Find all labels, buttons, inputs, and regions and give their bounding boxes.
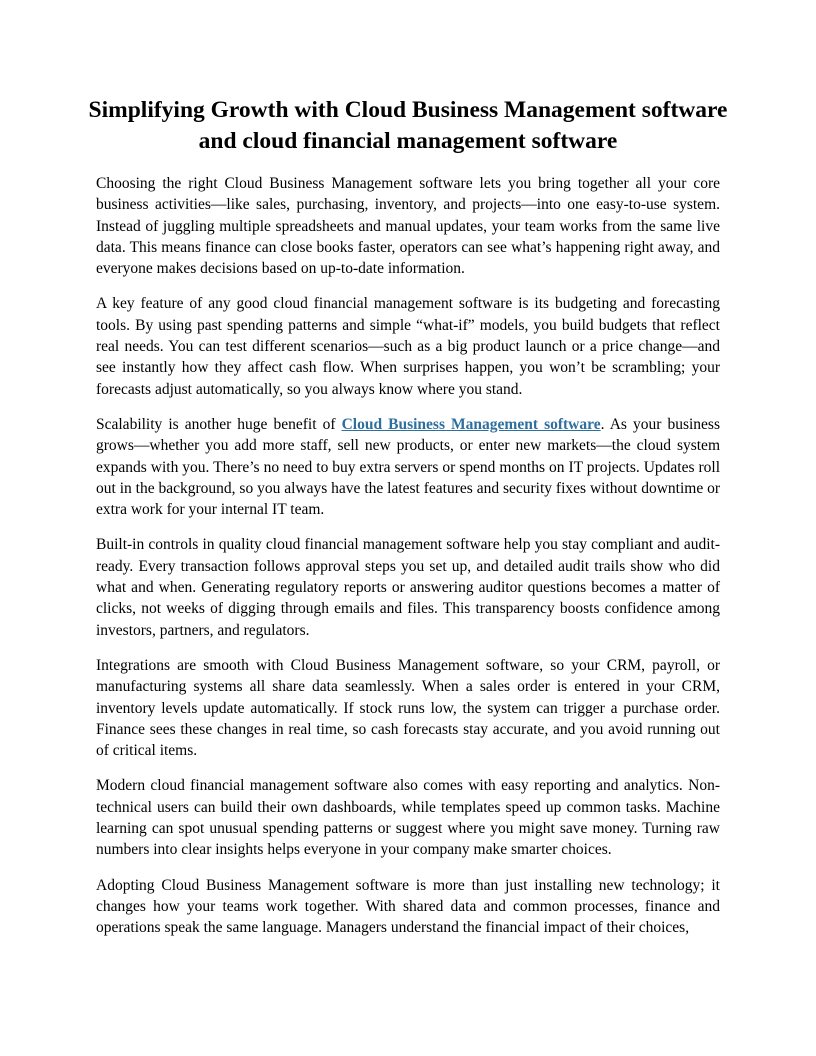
paragraph-6: Modern cloud financial management software also comes with easy reporting and analytics. Non-technical users can build their own dashboards, while templates speed up common tasks. Machine learning can spot unusual spending patterns or suggest where you might save money. Turning raw numbers into clear insights helps everyone in your company make smarter choices. (96, 777, 720, 859)
paragraph-3-rest: . As your business grows—whether you add more staff, sell new products, or enter new markets—the cloud system expands with you. There’s no need to buy extra servers or spend months on IT projects. Updates roll out in the background, so you always have the latest features and security fixes without downtime or extra work for your internal IT team. (96, 415, 720, 519)
paragraph-7: Adopting Cloud Business Management software is more than just installing new technology; it changes how your teams work together. With shared data and common processes, finance and operations speak the same language. Managers understand the financial impact of their choices, (96, 876, 720, 937)
paragraph-3-lead: Scalability is another huge benefit of (96, 415, 342, 433)
paragraph-3 (96, 414, 720, 520)
paragraph-5: Integrations are smooth with Cloud Business Management software, so your CRM, payroll, or manufacturing systems all share data seamlessly. When a sales order is entered in your CRM, inventory levels update automatically. If stock runs low, the system can trigger a purchase order. Finance sees these changes in real time, so cash forecasts stay accurate, and you avoid running out of critical items. (96, 656, 720, 760)
document-body (96, 173, 720, 953)
page-title: Simplifying Growth with Cloud Business Management software and cloud financial management software (88, 97, 728, 154)
paragraph-4: Built-in controls in quality cloud financial management software help you stay compliant and audit-ready. Every transaction follows approval steps you set up, and detailed audit trails show who did what and when. Generating regulatory reports or answering auditor questions becomes a matter of clicks, not weeks of digging through emails and files. This transparency boosts confidence among investors, partners, and regulators. (96, 536, 720, 639)
paragraph-1: Choosing the right Cloud Business Management software lets you bring together all your core business activities—like sales, purchasing, inventory, and projects—into one easy-to-use system. Instead of juggling multiple spreadsheets and manual updates, your team works from the same live data. This means finance can close books faster, operators can see what’s happening right away, and everyone makes decisions based on up-to-date information. (96, 175, 720, 278)
cloud-business-management-link[interactable]: Cloud Business Management software (341, 415, 601, 433)
paragraph-2: A key feature of any good cloud financial management software is its budgeting and forecasting tools. By using past spending patterns and simple “what-if” models, you build budgets that reflect real needs. You can test different scenarios—such as a big product launch or a price change—and see instantly how they affect cash flow. When surprises happen, you won’t be scrambling; your forecasts adjust automatically, so you always know where you stand. (96, 295, 720, 398)
